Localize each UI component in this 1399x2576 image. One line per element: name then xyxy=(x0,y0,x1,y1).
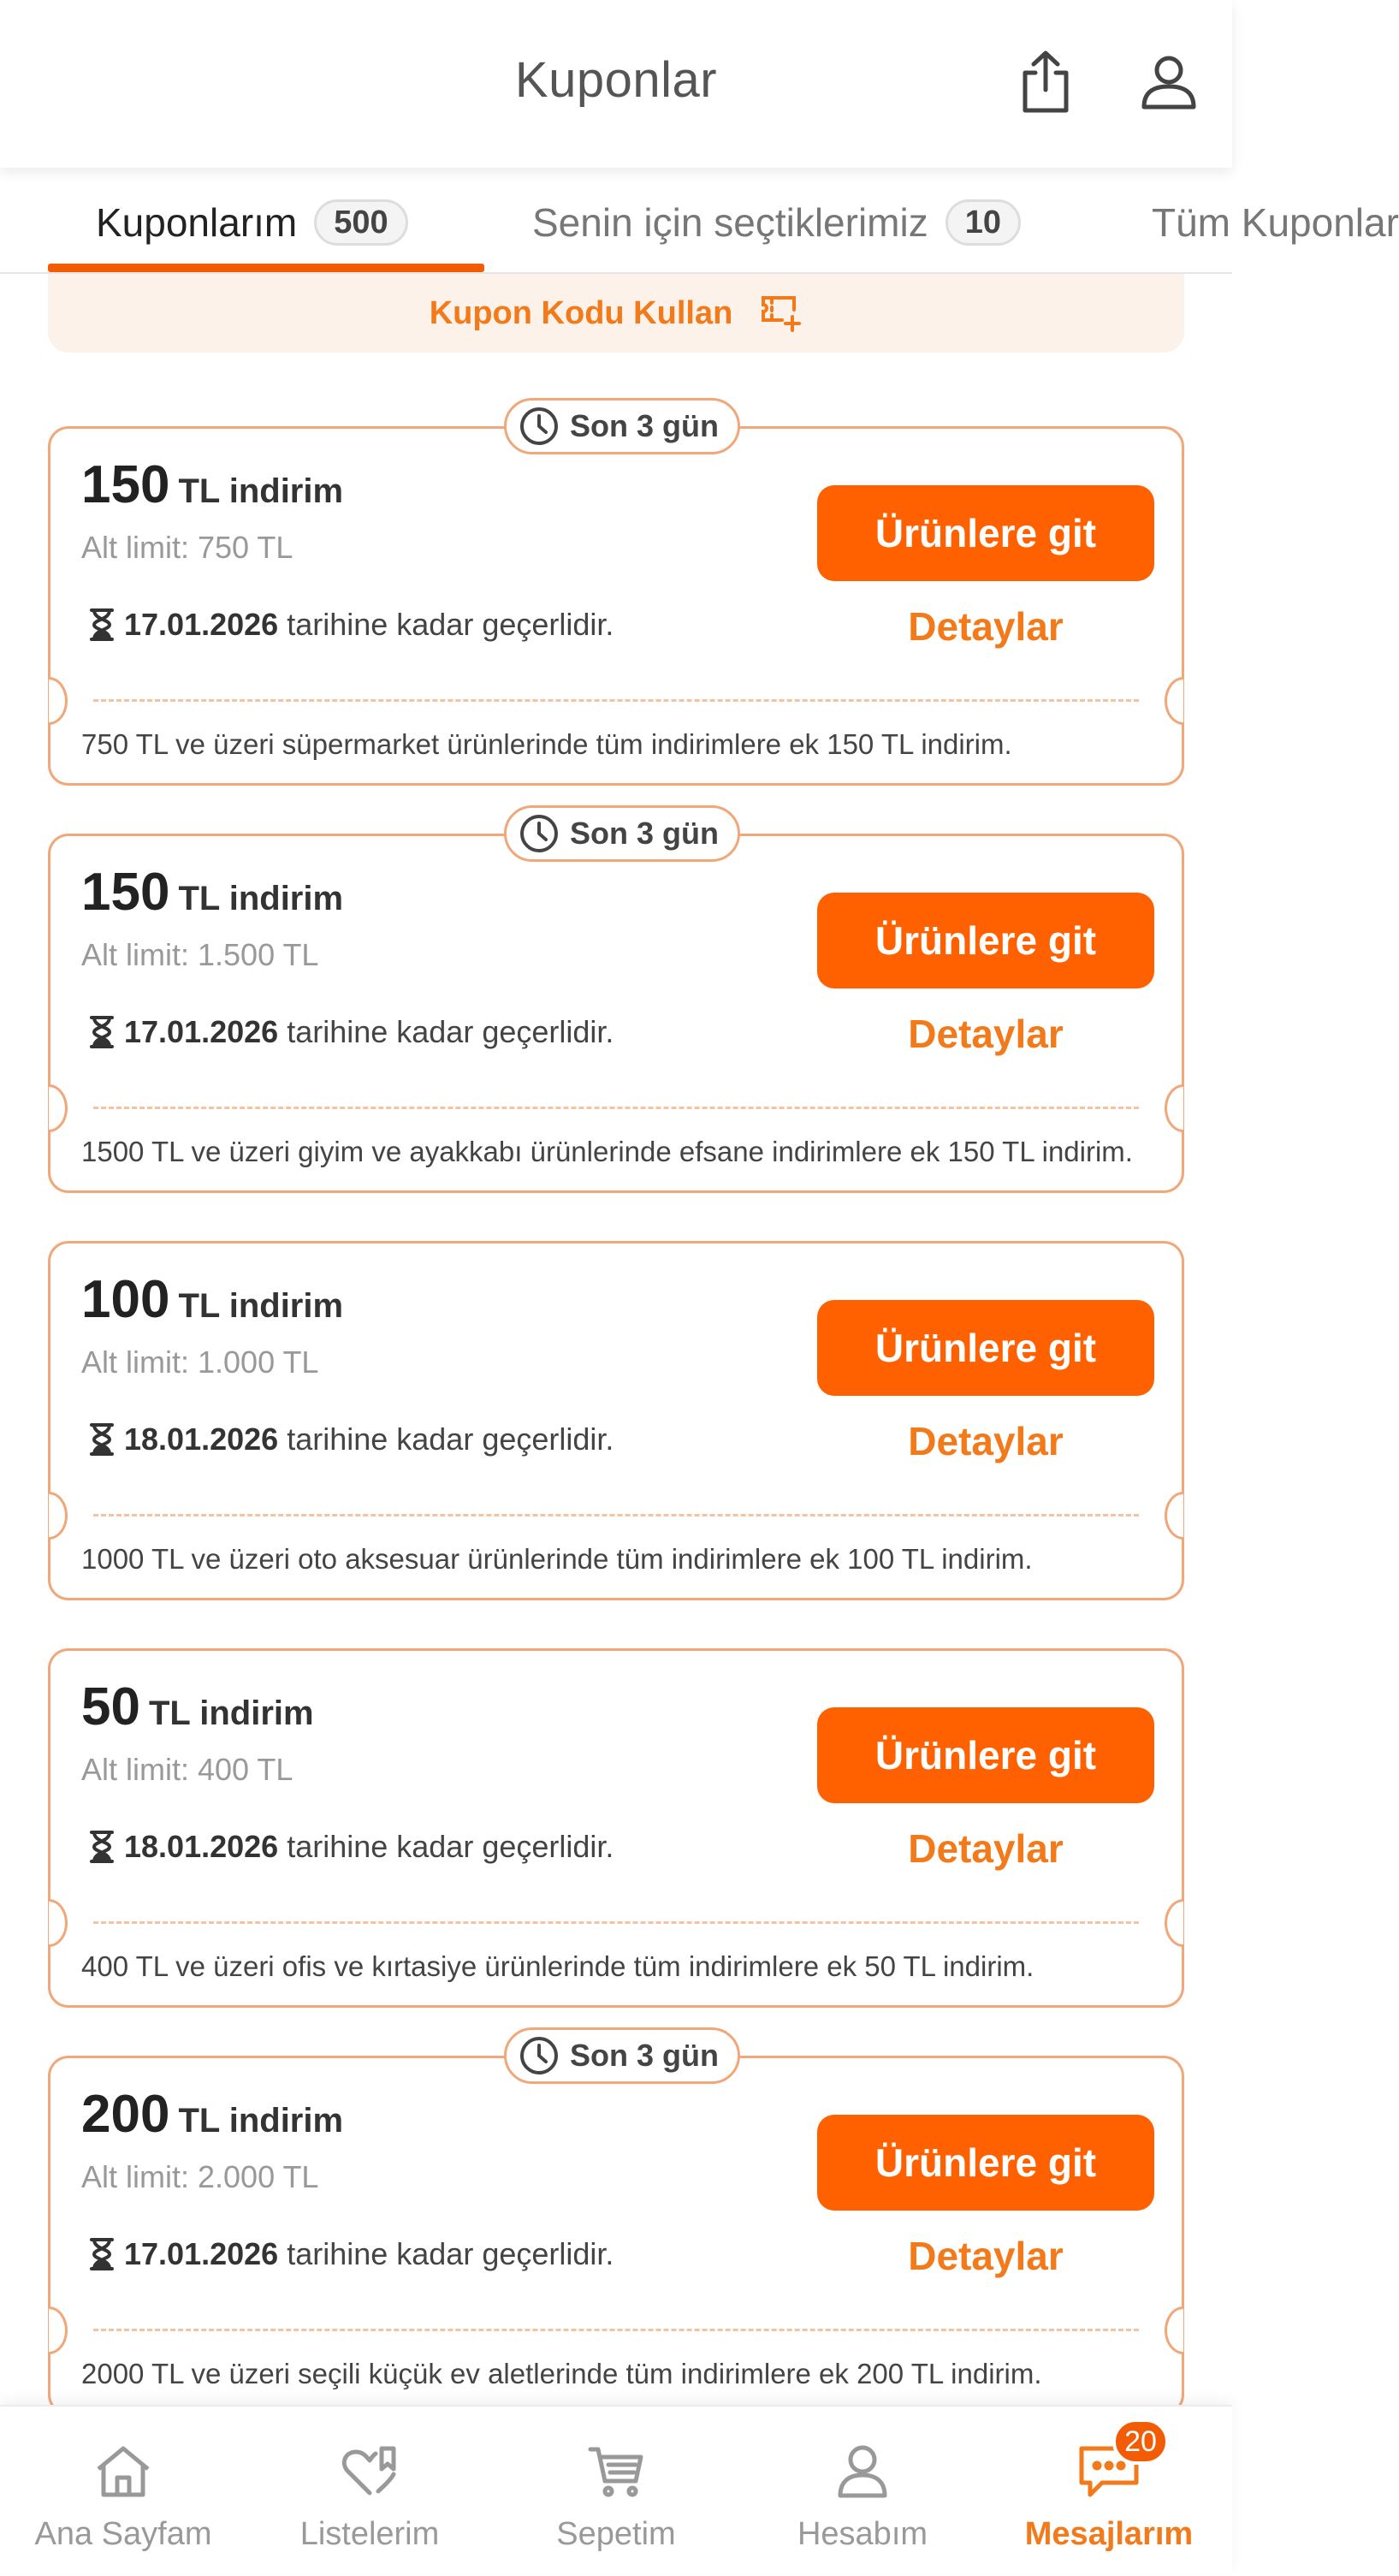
coupon-card xyxy=(48,1648,1184,2008)
tab-label: Kuponlarım xyxy=(96,200,298,245)
go-to-products-button[interactable]: Ürünlere git xyxy=(817,2115,1154,2211)
discount-value: 50 xyxy=(81,1677,140,1736)
go-to-products-button[interactable]: Ürünlere git xyxy=(817,485,1154,581)
minimum-limit: Alt limit: 2.000 TL xyxy=(81,2159,319,2194)
user-icon xyxy=(837,2437,888,2506)
validity-text: tarihine kadar geçerlidir. xyxy=(287,2236,614,2271)
validity-text: tarihine kadar geçerlidir. xyxy=(287,1014,614,1049)
divider xyxy=(0,272,1232,274)
hourglass-icon xyxy=(86,1830,117,1864)
dashed-divider xyxy=(93,1921,1139,1924)
discount-suffix: TL indirim xyxy=(148,1695,314,1732)
hourglass-icon xyxy=(86,608,117,642)
go-to-products-button[interactable]: Ürünlere git xyxy=(817,893,1154,988)
minimum-limit: Alt limit: 1.500 TL xyxy=(81,937,319,972)
discount-value: 200 xyxy=(81,2085,170,2144)
validity-date: 17.01.2026 xyxy=(124,2236,279,2271)
validity-date: 17.01.2026 xyxy=(124,1014,279,1049)
discount-amount xyxy=(81,862,343,923)
ticket-notch xyxy=(1165,2306,1202,2354)
chat-icon xyxy=(1076,2425,1157,2506)
coupon-tabs xyxy=(0,168,1399,274)
nav-item-lists[interactable] xyxy=(246,2407,493,2576)
coupon-description: 400 TL ve üzeri ofis ve kırtasiye ürünlerinde tüm indirimlere ek 50 TL indirim. xyxy=(81,1950,1034,1982)
details-link[interactable]: Detaylar xyxy=(908,1826,1064,1871)
dashed-divider xyxy=(93,1107,1139,1109)
nav-label: Sepetim xyxy=(556,2516,676,2552)
expiry-badge-label: Son 3 gün xyxy=(570,816,719,851)
hourglass-icon xyxy=(86,1422,117,1457)
add-ticket-icon xyxy=(760,294,803,332)
hourglass-icon xyxy=(86,2237,117,2271)
dashed-divider xyxy=(93,1514,1139,1517)
discount-amount xyxy=(81,1677,314,1737)
hourglass-icon xyxy=(86,1015,117,1049)
validity-line xyxy=(86,2236,614,2272)
nav-item-cart[interactable] xyxy=(493,2407,739,2576)
tab-label: Tüm Kuponlar xyxy=(1152,200,1399,245)
coupon-card xyxy=(48,1241,1184,1600)
discount-suffix: TL indirim xyxy=(178,880,344,917)
go-to-products-button[interactable]: Ürünlere git xyxy=(817,1707,1154,1803)
tab-count-badge: 10 xyxy=(946,199,1021,246)
validity-line xyxy=(86,1829,614,1865)
nav-item-messages[interactable] xyxy=(986,2407,1232,2576)
coupon-card xyxy=(48,816,1184,1193)
minimum-limit: Alt limit: 1.000 TL xyxy=(81,1344,319,1380)
ticket-notch xyxy=(30,677,68,725)
home-icon xyxy=(95,2437,151,2506)
expiry-badge xyxy=(504,805,740,862)
details-link[interactable]: Detaylar xyxy=(908,604,1064,649)
account-button[interactable] xyxy=(1135,48,1203,116)
details-link[interactable]: Detaylar xyxy=(908,2234,1064,2278)
nav-label: Hesabım xyxy=(797,2516,928,2552)
expiry-badge-label: Son 3 gün xyxy=(570,408,719,443)
validity-date: 18.01.2026 xyxy=(124,1422,279,1457)
discount-suffix: TL indirim xyxy=(178,2102,344,2140)
cart-icon xyxy=(588,2437,644,2506)
tab-secilenler[interactable] xyxy=(532,199,1021,246)
coupon-description: 1000 TL ve üzeri oto aksesuar ürünlerinde tüm indirimlere ek 100 TL indirim. xyxy=(81,1543,1033,1575)
validity-date: 18.01.2026 xyxy=(124,1829,279,1864)
active-tab-indicator xyxy=(48,264,484,272)
expiry-badge xyxy=(504,398,740,454)
discount-suffix: TL indirim xyxy=(178,472,344,510)
details-link[interactable]: Detaylar xyxy=(908,1012,1064,1056)
validity-text: tarihine kadar geçerlidir. xyxy=(287,1422,614,1457)
user-icon xyxy=(1141,54,1197,110)
top-app-bar xyxy=(0,0,1232,168)
tab-tum-kuponlar[interactable] xyxy=(1152,199,1399,246)
discount-value: 150 xyxy=(81,455,170,514)
ticket-notch xyxy=(1165,1084,1202,1132)
share-icon xyxy=(1018,50,1073,114)
discount-value: 150 xyxy=(81,863,170,922)
clock-icon xyxy=(519,813,560,854)
minimum-limit: Alt limit: 400 TL xyxy=(81,1752,293,1787)
ticket-notch xyxy=(30,1899,68,1947)
coupon-card xyxy=(48,408,1184,786)
coupon-card xyxy=(48,2038,1184,2415)
validity-line xyxy=(86,607,614,643)
nav-label: Mesajlarım xyxy=(1024,2516,1194,2552)
clock-icon xyxy=(519,2035,560,2076)
discount-amount xyxy=(81,454,343,515)
tab-label: Senin için seçtiklerimiz xyxy=(532,200,928,245)
expiry-badge-label: Son 3 gün xyxy=(570,2038,719,2073)
expiry-badge xyxy=(504,2027,740,2084)
tab-kuponlarim[interactable] xyxy=(96,199,408,246)
clock-icon xyxy=(519,406,560,447)
discount-amount xyxy=(81,1269,343,1330)
ticket-notch xyxy=(1165,677,1202,725)
nav-label: Listelerim xyxy=(299,2516,440,2552)
use-coupon-code-button[interactable] xyxy=(48,274,1184,353)
discount-amount xyxy=(81,2084,343,2145)
details-link[interactable]: Detaylar xyxy=(908,1419,1064,1463)
minimum-limit: Alt limit: 750 TL xyxy=(81,530,293,565)
validity-line xyxy=(86,1014,614,1050)
discount-value: 100 xyxy=(81,1270,170,1329)
coupon-description: 1500 TL ve üzeri giyim ve ayakkabı ürünlerinde efsane indirimlere ek 150 TL indirim. xyxy=(81,1136,1133,1167)
share-button[interactable] xyxy=(1011,48,1080,116)
validity-line xyxy=(86,1422,614,1457)
ticket-notch xyxy=(30,1084,68,1132)
unread-count-badge: 20 xyxy=(1112,2419,1169,2465)
validity-text: tarihine kadar geçerlidir. xyxy=(287,1829,614,1864)
ticket-notch xyxy=(1165,1492,1202,1540)
heart-list-icon xyxy=(341,2437,399,2506)
nav-item-home[interactable] xyxy=(0,2407,246,2576)
page-title: Kuponlar xyxy=(514,52,718,108)
use-coupon-code-label: Kupon Kodu Kullan xyxy=(429,294,733,331)
discount-suffix: TL indirim xyxy=(178,1287,344,1325)
validity-text: tarihine kadar geçerlidir. xyxy=(287,607,614,642)
ticket-notch xyxy=(30,1492,68,1540)
dashed-divider xyxy=(93,2329,1139,2331)
nav-item-account[interactable] xyxy=(739,2407,986,2576)
validity-date: 17.01.2026 xyxy=(124,607,279,642)
bottom-navigation xyxy=(0,2405,1232,2574)
ticket-notch xyxy=(30,2306,68,2354)
dashed-divider xyxy=(93,699,1139,702)
nav-label: Ana Sayfam xyxy=(34,2516,212,2552)
ticket-notch xyxy=(1165,1899,1202,1947)
coupon-description: 750 TL ve üzeri süpermarket ürünlerinde tüm indirimlere ek 150 TL indirim. xyxy=(81,728,1012,760)
coupon-description: 2000 TL ve üzeri seçili küçük ev aletlerinde tüm indirimlere ek 200 TL indirim. xyxy=(81,2358,1042,2389)
go-to-products-button[interactable]: Ürünlere git xyxy=(817,1300,1154,1396)
tab-count-badge: 500 xyxy=(314,199,407,246)
